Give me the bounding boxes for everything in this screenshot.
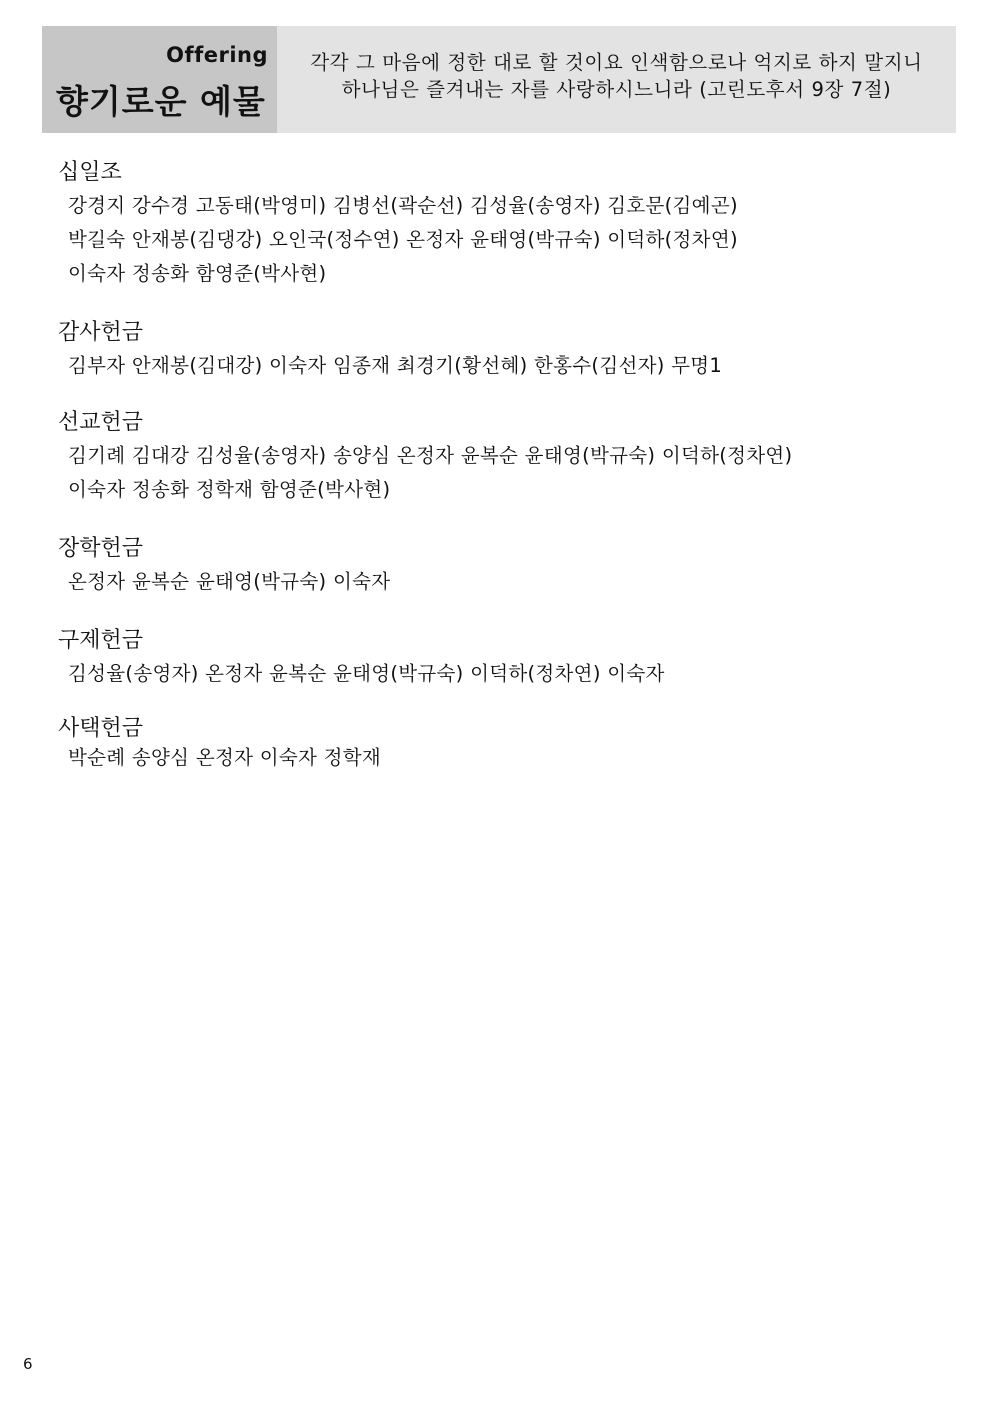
verse-line-1: 각각 그 마음에 정한 대로 할 것이요 인색함으로나 억지로 하지 말지니 (310, 50, 923, 74)
offering-header (42, 26, 956, 133)
section-title: 선교헌금 (58, 410, 144, 435)
section-title: 구제헌금 (58, 628, 144, 653)
donor-line: 박순례 송양심 온정자 이숙자 정학재 (68, 746, 382, 769)
section-title: 장학헌금 (58, 536, 144, 561)
section-tithe (58, 157, 938, 291)
section-mission (58, 407, 938, 507)
donor-line: 이숙자 정송화 함영준(박사현) (68, 262, 327, 285)
section-title: 감사헌금 (58, 320, 144, 345)
donor-line: 박길숙 안재봉(김댕강) 오인국(정수연) 온정자 윤태영(박규숙) 이덕하(정차연) (68, 228, 738, 251)
section-title: 십일조 (58, 160, 122, 185)
header-title-box (42, 26, 277, 133)
header-subtitle: Offering (166, 43, 268, 67)
donor-line: 강경지 강수경 고동태(박영미) 김병선(곽순선) 김성율(송영자) 김호문(김예곤) (68, 194, 738, 217)
section-parsonage (58, 715, 938, 773)
donor-line: 온정자 윤복순 윤태영(박규숙) 이숙자 (68, 570, 391, 593)
scripture-verse (277, 26, 956, 133)
section-thanksgiving (58, 317, 938, 383)
page-title: 향기로운 예물 (56, 82, 266, 121)
donor-line: 김성율(송영자) 온정자 윤복순 윤태영(박규숙) 이덕하(정차연) 이숙자 (68, 662, 665, 685)
donor-line: 이숙자 정송화 정학재 함영준(박사현) (68, 478, 391, 501)
page-number: 6 (23, 1355, 33, 1373)
section-title: 사택헌금 (58, 716, 144, 741)
section-relief (58, 625, 938, 691)
offering-sections (58, 157, 938, 773)
section-scholarship (58, 533, 938, 599)
verse-line-2: 하나님은 즐겨내는 자를 사랑하시느니라 (고린도후서 9장 7절) (341, 77, 892, 101)
donor-line: 김기례 김대강 김성율(송영자) 송양심 온정자 윤복순 윤태영(박규숙) 이덕하(정차연) (68, 444, 793, 467)
donor-line: 김부자 안재봉(김대강) 이숙자 임종재 최경기(황선혜) 한홍수(김선자) 무명1 (68, 354, 723, 377)
